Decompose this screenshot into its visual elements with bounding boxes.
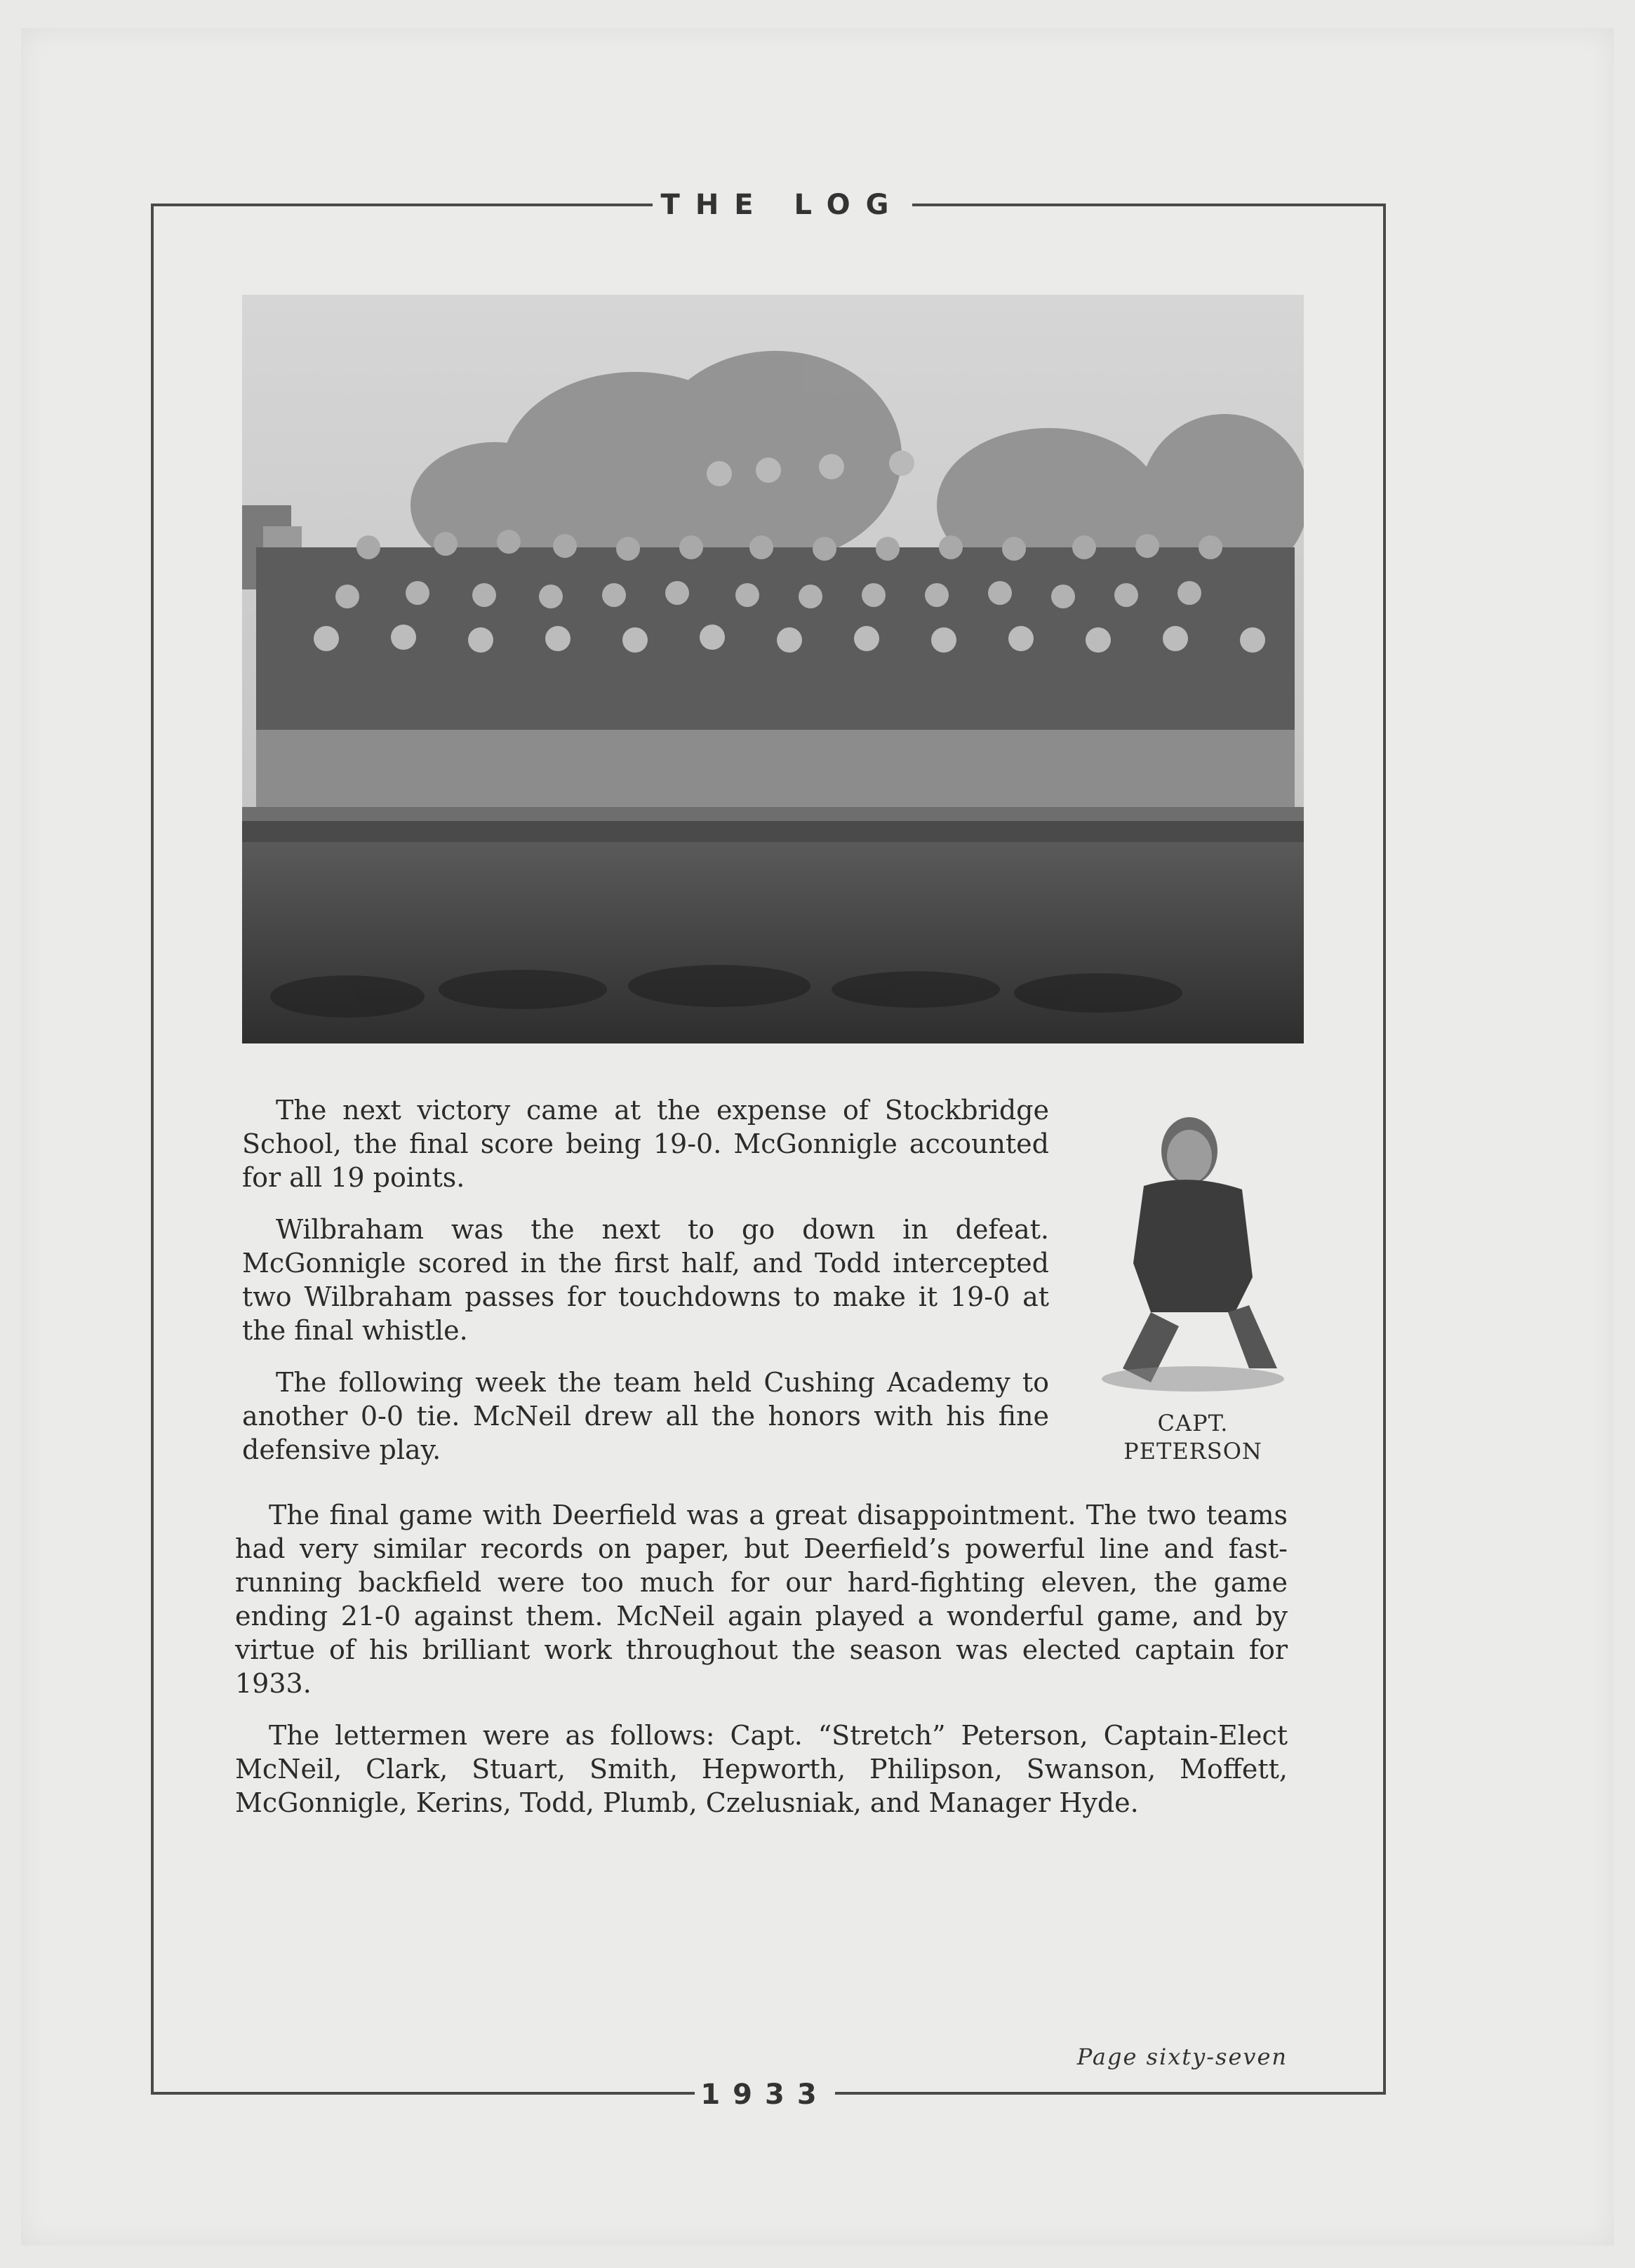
running-footer-year: 1933 [695, 2074, 835, 2116]
paragraph-stockbridge: The next victory came at the expense of Stockbridge School, the final score being 19-0. McGonnigle accounted for all 19 points. [242, 1095, 1049, 1193]
running-header: THE LOG [653, 184, 912, 226]
captain-caption-title: CAPT. [1157, 1410, 1229, 1436]
captain-caption [1095, 1409, 1291, 1465]
captain-photo-graphic [1067, 1102, 1298, 1396]
paragraph-deerfield: The final game with Deerfield was a great disappointment. The two teams had very similar records on paper, but Deerfield’s powerful line and fast-running backfield were too much for our hard-fighting eleven, the game ending 21-0 against them. McNeil again played a wonderful game, and by virtue of his brilliant work throughout the season was elected captain for 1933. [235, 1500, 1288, 1699]
captain-photo [1067, 1102, 1298, 1396]
article-column-narrow [242, 1093, 1049, 1485]
team-photo-graphic [242, 295, 1304, 1043]
team-photo [242, 295, 1304, 1043]
article-column-wide [235, 1498, 1288, 1838]
page-number: Page sixty-seven [1076, 2043, 1288, 2070]
paragraph-cushing: The following week the team held Cushing Academy to another 0-0 tie. McNeil drew all the honors with his fine defensive play. [242, 1367, 1049, 1465]
paragraph-wilbraham: Wilbraham was the next to go down in defeat. McGonnigle scored in the first half, and Todd intercepted two Wilbraham passes for touchdowns to make it 19-0 at the final whistle. [242, 1214, 1049, 1346]
captain-caption-name: PETERSON [1123, 1438, 1262, 1465]
paragraph-lettermen: The lettermen were as follows: Capt. “Stretch” Peterson, Captain-Elect McNeil, Clark, Stuart, Smith, Hepworth, Philipson, Swanson, Moffett, McGonnigle, Kerins, Todd, Plumb, Czelusniak, and Manager Hyde. [235, 1720, 1288, 1818]
